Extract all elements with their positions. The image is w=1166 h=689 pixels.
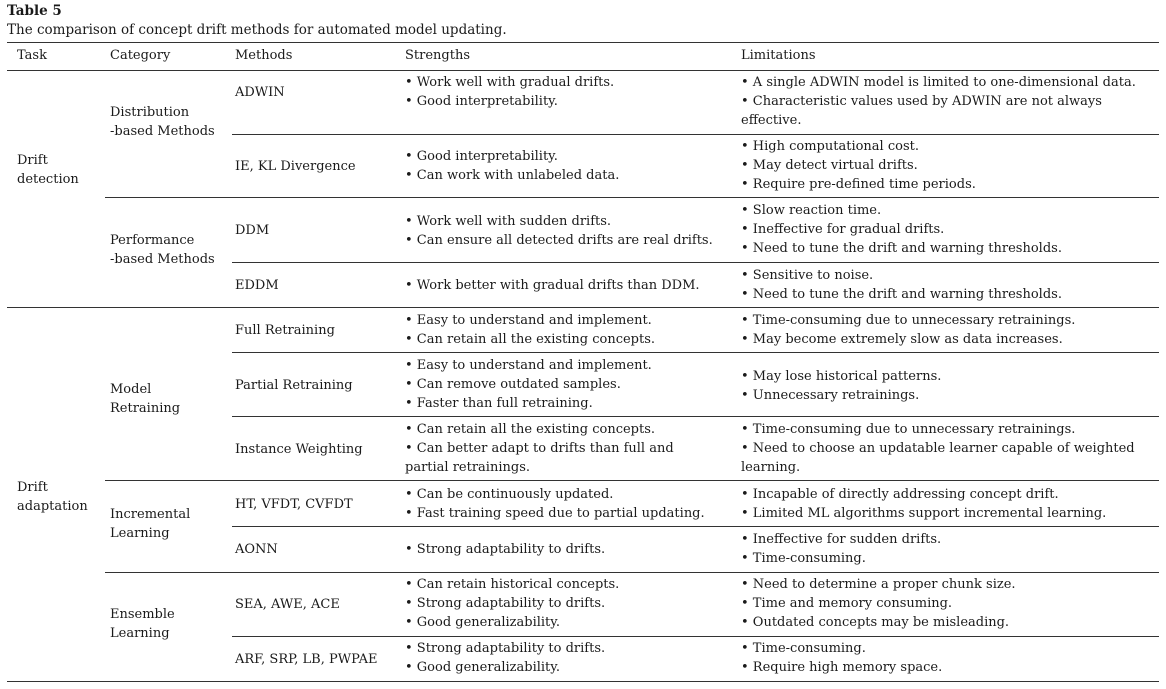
category-ensemble-learning: Ensemble Learning [110,607,175,641]
row-rule [232,134,1159,135]
top-rule [7,42,1159,43]
strengths-arf-srp-lb-pwpae: • Strong adaptability to drifts. • Good generalizability. [405,641,606,675]
header-limitations: Limitations [741,48,816,63]
table-title: The comparison of concept drift methods for automated model updating. [7,22,507,38]
strengths-aonn: • Strong adaptability to drifts. [405,542,606,557]
limitations-instance-weighting: • Time-consuming due to unnecessary retrainings. • Need to choose an updatable learner capable of weighted learning. [741,422,1135,475]
limitations-ddm: • Slow reaction time. • Ineffective for gradual drifts. • Need to tune the drift and warning thresholds. [741,203,1062,256]
method-ddm: DDM [235,223,270,238]
row-rule [232,416,1159,417]
row-rule [232,526,1159,527]
row-rule [232,262,1159,263]
method-ht-vfdt-cvfdt: HT, VFDT, CVFDT [235,497,353,512]
row-rule [105,197,1159,198]
row-rule [232,352,1159,353]
method-full-retraining: Full Retraining [235,323,335,338]
strengths-ddm: • Work well with sudden drifts. • Can ensure all detected drifts are real drifts. [405,214,713,248]
strengths-eddm: • Work better with gradual drifts than DDM. [405,278,700,293]
method-aonn: AONN [235,542,278,557]
row-rule [105,480,1159,481]
table-label: Table 5 [7,3,62,19]
limitations-sea-awe-ace: • Need to determine a proper chunk size. • Time and memory consuming. • Outdated concepts may be misleading. [741,577,1016,630]
method-partial-retraining: Partial Retraining [235,378,353,393]
limitations-full-retraining: • Time-consuming due to unnecessary retrainings. • May become extremely slow as data increases. [741,313,1076,347]
limitations-aonn: • Ineffective for sudden drifts. • Time-consuming. [741,532,942,566]
method-sea-awe-ace: SEA, AWE, ACE [235,597,340,612]
category-performance-based: Performance -based Methods [110,233,215,267]
strengths-partial-retraining: • Easy to understand and implement. • Can remove outdated samples. • Faster than full retraining. [405,358,652,411]
bottom-rule [7,681,1159,682]
method-adwin: ADWIN [235,85,285,100]
task-drift-adaptation: Drift adaptation [17,480,88,514]
header-task: Task [17,48,47,63]
limitations-ht-vfdt-cvfdt: • Incapable of directly addressing concept drift. • Limited ML algorithms support incremental learning. [741,487,1107,521]
row-rule [232,636,1159,637]
strengths-instance-weighting: • Can retain all the existing concepts. • Can better adapt to drifts than full and partial retrainings. [405,422,674,475]
header-rule [7,70,1159,71]
header-methods: Methods [235,48,293,63]
task-drift-detection: Drift detection [17,153,79,187]
header-category: Category [110,48,171,63]
category-model-retraining: Model Retraining [110,382,181,416]
method-eddm: EDDM [235,278,279,293]
limitations-adwin: • A single ADWIN model is limited to one-dimensional data. • Characteristic values used by ADWIN are not always effective. [741,75,1136,128]
limitations-arf-srp-lb-pwpae: • Time-consuming. • Require high memory space. [741,641,943,675]
strengths-sea-awe-ace: • Can retain historical concepts. • Strong adaptability to drifts. • Good generalizability. [405,577,620,630]
limitations-partial-retraining: • May lose historical patterns. • Unnecessary retrainings. [741,369,942,403]
method-instance-weighting: Instance Weighting [235,442,363,457]
section-rule [7,307,1159,308]
limitations-ie-kl-divergence: • High computational cost. • May detect virtual drifts. • Require pre-defined time periods. [741,139,976,192]
strengths-ie-kl-divergence: • Good interpretability. • Can work with unlabeled data. [405,149,620,183]
header-strengths: Strengths [405,48,470,63]
category-incremental-learning: Incremental Learning [110,507,191,541]
strengths-adwin: • Work well with gradual drifts. • Good interpretability. [405,75,615,109]
method-ie-kl-divergence: IE, KL Divergence [235,159,356,174]
category-distribution-based: Distribution -based Methods [110,105,215,139]
strengths-full-retraining: • Easy to understand and implement. • Can retain all the existing concepts. [405,313,656,347]
method-arf-srp-lb-pwpae: ARF, SRP, LB, PWPAE [235,652,378,667]
row-rule [105,572,1159,573]
limitations-eddm: • Sensitive to noise. • Need to tune the drift and warning thresholds. [741,268,1062,302]
strengths-ht-vfdt-cvfdt: • Can be continuously updated. • Fast training speed due to partial updating. [405,487,705,521]
